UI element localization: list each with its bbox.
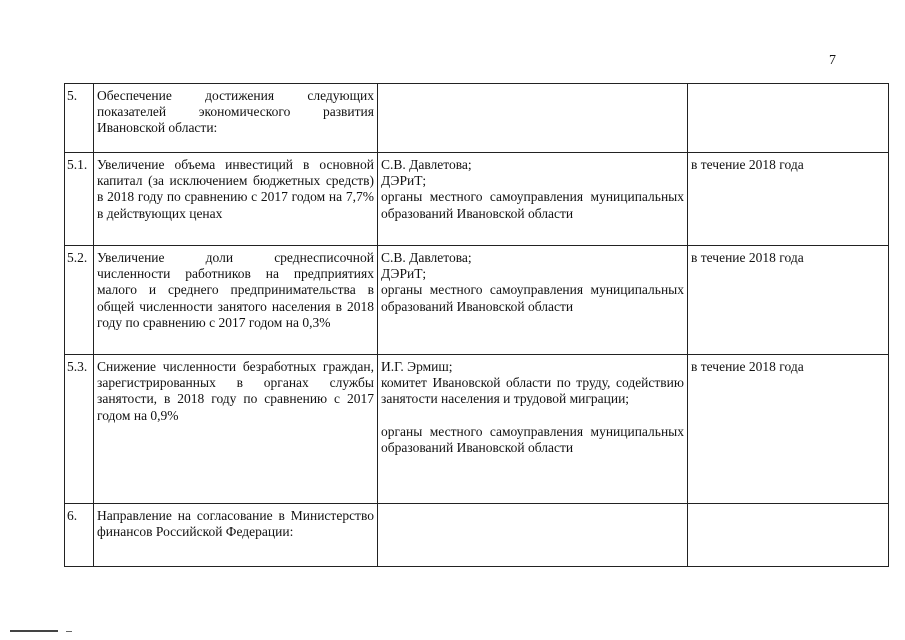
measure-description: Увеличение доли среднесписочной численности работников на предприятиях малого и среднего предпринимательства в общей численности занятого населения в 2018 году по сравнению с 2017 годом на 0,3% [94, 246, 378, 355]
responsible-cell [378, 355, 688, 504]
responsible-entry: И.Г. Эрмиш; [381, 359, 453, 374]
row-number: 5.1. [65, 153, 94, 246]
measures-table [64, 83, 889, 567]
deadline: в течение 2018 года [688, 153, 889, 246]
responsible-entry: ДЭРиТ; [381, 266, 427, 282]
responsible-cell [378, 84, 688, 153]
deadline: в течение 2018 года [688, 355, 889, 504]
table-row [65, 84, 889, 153]
responsible-cell [378, 504, 688, 567]
responsible-entry: органы местного самоуправления муниципальных образований Ивановской области [381, 423, 684, 455]
page-number: 7 [829, 53, 836, 68]
row-number: 5. [65, 84, 94, 153]
responsible-entry: С.В. Давлетова; [381, 157, 472, 172]
measure-description: Увеличение объема инвестиций в основной капитал (за исключением бюджетных средств) в 2018 году по сравнению с 2017 годом на 7,7% в действующих ценах [94, 153, 378, 246]
responsible-entry: С.В. Давлетова; [381, 250, 472, 265]
measure-description: Снижение численности безработных граждан, зарегистрированных в органах службы занятости, в 2018 году по сравнению с 2017 годом на 0,9% [94, 355, 378, 504]
row-number: 5.3. [65, 355, 94, 504]
measure-description: Обеспечение достижения следующих показателей экономического развития Ивановской области: [94, 84, 378, 153]
responsible-entry: органы местного самоуправления муниципальных образований Ивановской области [381, 282, 684, 314]
scan-mark [10, 630, 58, 632]
table-body [65, 84, 889, 567]
responsible-cell [378, 246, 688, 355]
responsible-entry: ДЭРиТ; [381, 173, 427, 189]
table-row [65, 153, 889, 246]
deadline [688, 84, 889, 153]
table-row [65, 504, 889, 567]
table-row [65, 246, 889, 355]
responsible-entry [381, 408, 684, 424]
deadline: в течение 2018 года [688, 246, 889, 355]
scan-mark-small [66, 631, 72, 632]
responsible-entry: комитет Ивановской области по труду, содействию занятости населения и трудовой миграции; [381, 375, 684, 407]
responsible-entry: органы местного самоуправления муниципальных образований Ивановской области [381, 189, 684, 221]
row-number: 6. [65, 504, 94, 567]
responsible-cell [378, 153, 688, 246]
measure-description: Направление на согласование в Министерство финансов Российской Федерации: [94, 504, 378, 567]
table-row [65, 355, 889, 504]
row-number: 5.2. [65, 246, 94, 355]
deadline [688, 504, 889, 567]
